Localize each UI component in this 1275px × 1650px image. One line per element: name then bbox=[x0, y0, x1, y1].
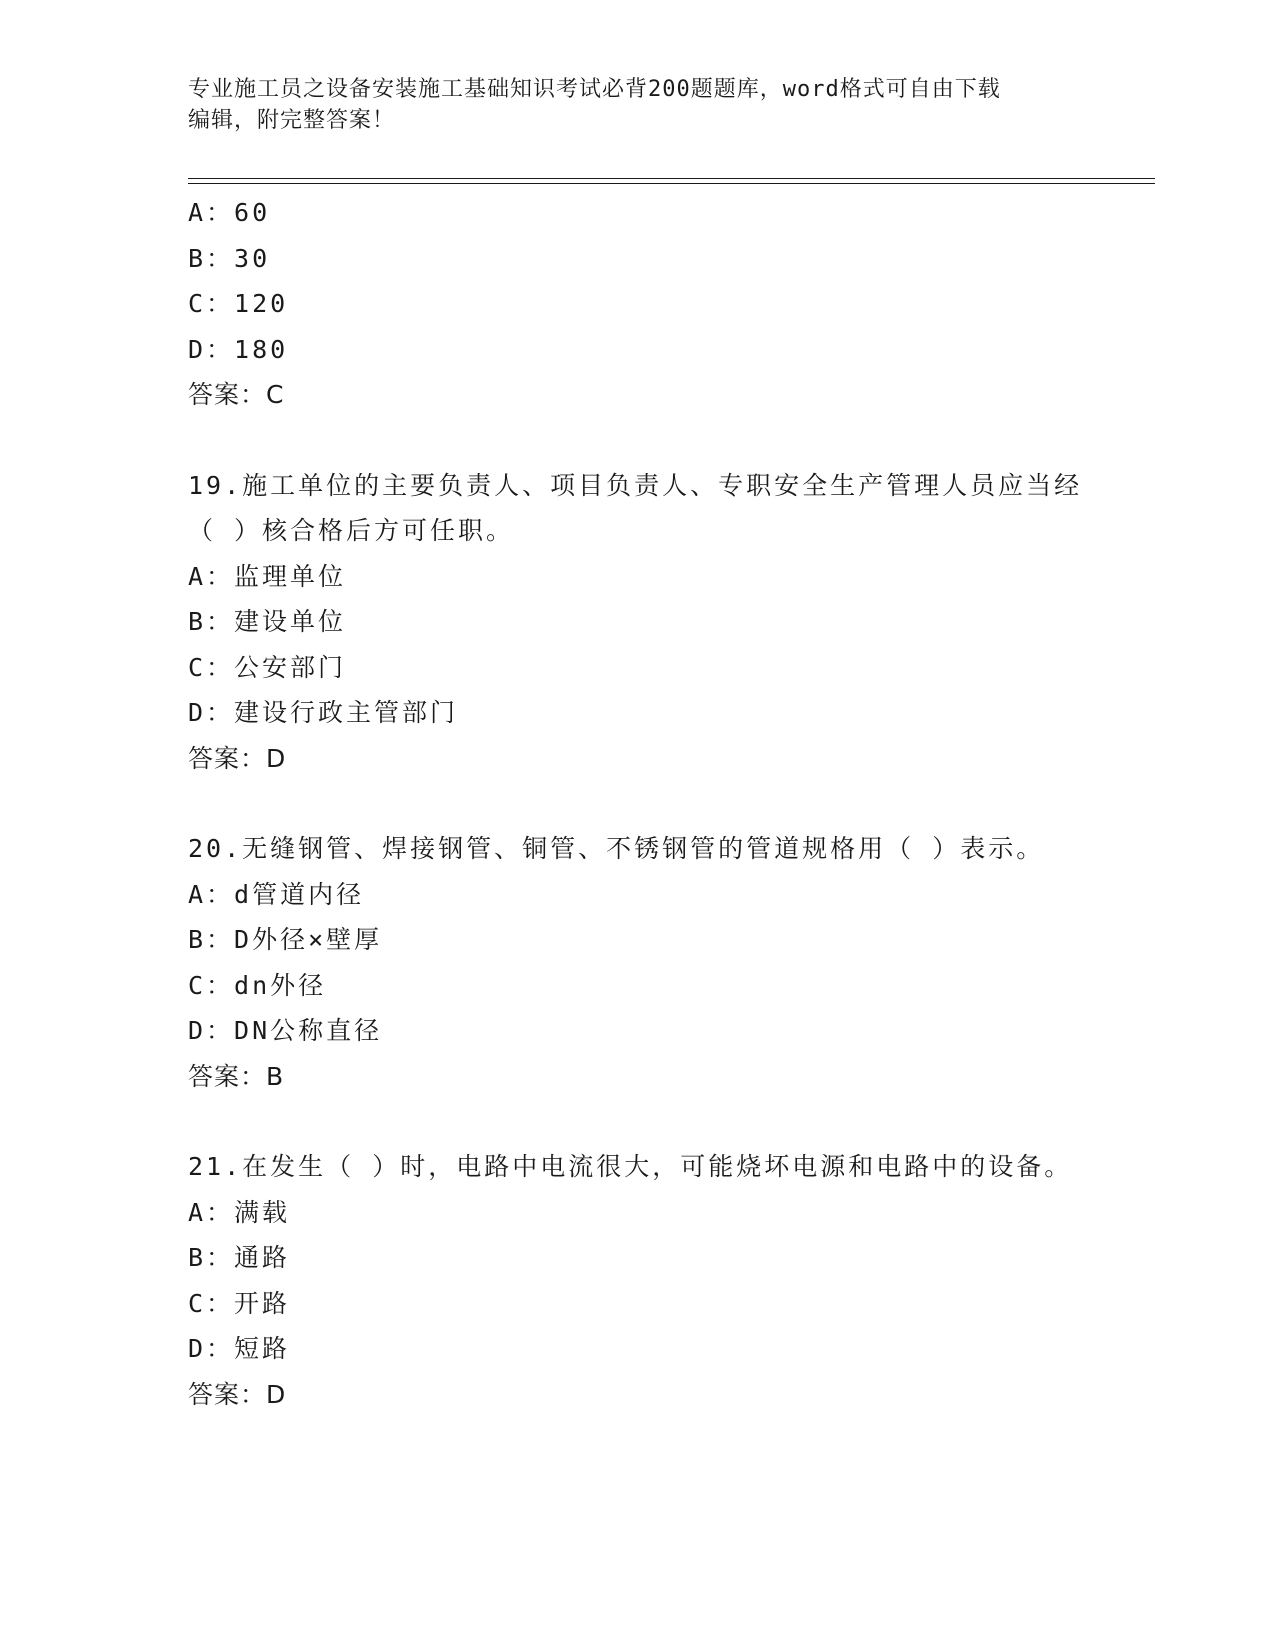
answer-line: 答案：D bbox=[188, 743, 287, 773]
question-number: 21. bbox=[188, 1152, 243, 1181]
question-text bbox=[188, 463, 1088, 554]
option-d: D：短路 bbox=[188, 1334, 291, 1363]
question-block-18 bbox=[188, 190, 1088, 418]
answer-line: 答案：B bbox=[188, 1061, 285, 1091]
header-divider-bottom bbox=[188, 183, 1155, 184]
question-number: 20. bbox=[188, 834, 243, 863]
question-body: 施工单位的主要负责人、项目负责人、专职安全生产管理人员应当经（ ）核合格后方可任职。 bbox=[188, 470, 1083, 545]
option-b: B：D外径×壁厚 bbox=[188, 925, 383, 954]
option-b: B：30 bbox=[188, 243, 271, 273]
answer-line: 答案：D bbox=[188, 1379, 287, 1409]
option-d: D：180 bbox=[188, 334, 289, 364]
question-block-21 bbox=[188, 1144, 1088, 1417]
question-number: 19. bbox=[188, 470, 243, 500]
option-c: C：120 bbox=[188, 289, 289, 318]
header-divider-top bbox=[188, 178, 1155, 179]
option-b: B：通路 bbox=[188, 1243, 291, 1272]
option-c: C：开路 bbox=[188, 1288, 291, 1318]
question-text bbox=[188, 1144, 1088, 1190]
header-title-line-2: 编辑，附完整答案！ bbox=[188, 108, 396, 133]
option-c: C：dn外径 bbox=[188, 970, 327, 1000]
question-body: 无缝钢管、焊接钢管、铜管、不锈钢管的管道规格用（ ）表示。 bbox=[242, 834, 1045, 863]
header-title-line-1: 专业施工员之设备安装施工基础知识考试必背200题题库，word格式可自由下载 bbox=[188, 77, 1001, 102]
option-a: A：监理单位 bbox=[188, 561, 347, 591]
option-b: B：建设单位 bbox=[188, 607, 347, 636]
question-block-19 bbox=[188, 463, 1088, 782]
question-body: 在发生（ ）时，电路中电流很大，可能烧坏电源和电路中的设备。 bbox=[242, 1152, 1073, 1181]
option-a: A：d管道内径 bbox=[188, 879, 365, 909]
spacer bbox=[188, 1099, 1088, 1144]
option-d: D：DN公称直径 bbox=[188, 1016, 383, 1045]
document-header bbox=[188, 74, 1068, 136]
question-text bbox=[188, 826, 1088, 872]
spacer bbox=[188, 781, 1088, 826]
answer-line: 答案：C bbox=[188, 380, 285, 409]
question-list bbox=[188, 190, 1088, 1417]
option-d: D：建设行政主管部门 bbox=[188, 698, 459, 727]
option-a: A：60 bbox=[188, 198, 271, 227]
question-block-20 bbox=[188, 826, 1088, 1099]
spacer bbox=[188, 418, 1088, 463]
option-c: C：公安部门 bbox=[188, 652, 347, 682]
option-a: A：满载 bbox=[188, 1197, 291, 1227]
